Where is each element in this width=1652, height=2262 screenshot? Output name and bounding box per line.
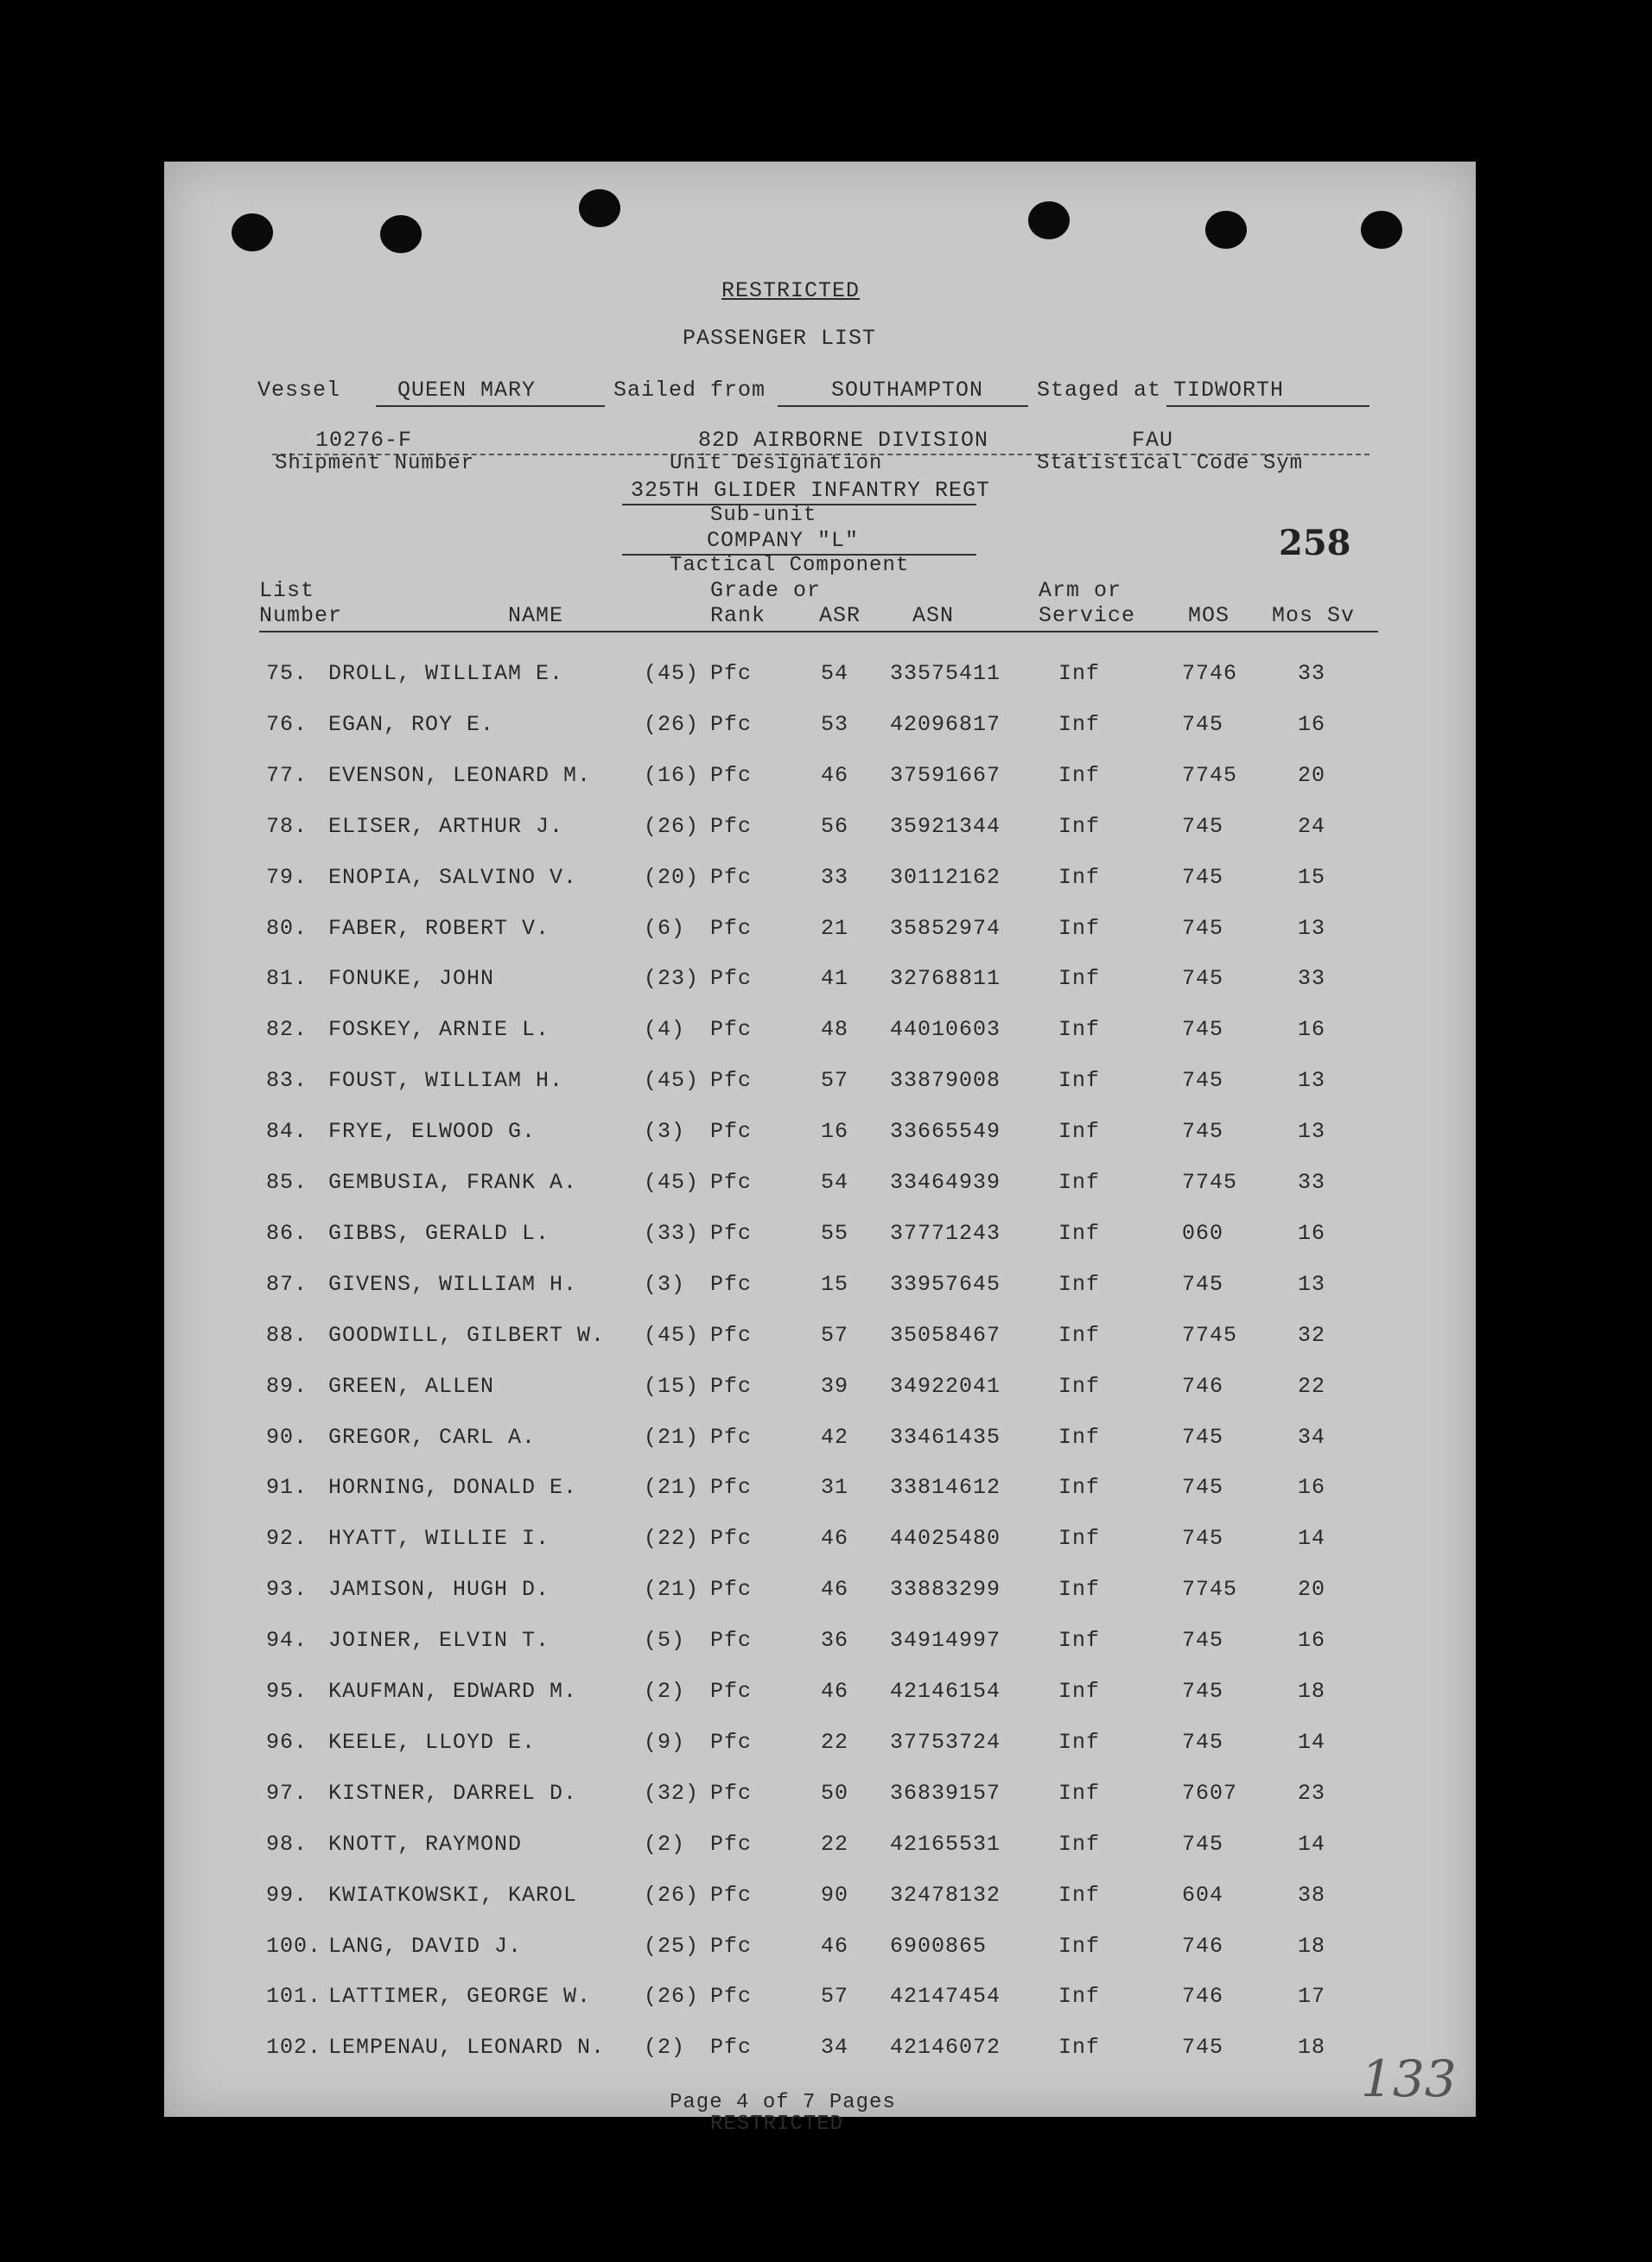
mos-cell: 745: [1182, 1526, 1224, 1552]
col-name: NAME: [508, 603, 564, 628]
list-number-cell: 98.: [266, 1831, 308, 1857]
service-months-cell: 23: [1298, 1780, 1326, 1806]
rank-cell: Pfc: [710, 864, 753, 890]
asr-cell: 50: [821, 1780, 849, 1806]
mos-cell: 745: [1182, 813, 1224, 839]
asn-cell: 42165531: [890, 1831, 1001, 1857]
mos-cell: 745: [1182, 2035, 1224, 2061]
rank-cell: Pfc: [710, 1577, 753, 1603]
mos-cell: 745: [1182, 1729, 1224, 1755]
subunit-value: 325TH GLIDER INFANTRY REGT: [631, 478, 991, 503]
asr-cell: 90: [821, 1882, 849, 1908]
asn-cell: 33879008: [890, 1068, 1001, 1094]
list-number-cell: 87.: [266, 1271, 308, 1297]
list-number-cell: 76.: [266, 711, 308, 737]
list-number-cell: 100.: [266, 1933, 322, 1959]
arm-cell: Inf: [1058, 1780, 1101, 1806]
name-cell: JAMISON, HUGH D.: [328, 1577, 550, 1603]
component-value: COMPANY "L": [707, 528, 860, 553]
asr-cell: 42: [821, 1424, 849, 1450]
col-asr: ASR: [819, 603, 861, 628]
name-cell: KISTNER, DARREL D.: [328, 1780, 578, 1806]
asn-cell: 33665549: [890, 1119, 1001, 1145]
punch-hole: [579, 189, 620, 227]
mos-cell: 7746: [1182, 661, 1238, 686]
service-months-cell: 16: [1298, 1017, 1326, 1043]
service-months-cell: 38: [1298, 1882, 1326, 1908]
sailed-underline: [778, 405, 1028, 407]
mos-cell: 745: [1182, 1119, 1224, 1145]
mos-cell: 745: [1182, 711, 1224, 737]
list-number-cell: 102.: [266, 2035, 322, 2061]
classification-bottom: RESTRICTED: [710, 2113, 844, 2136]
service-months-cell: 16: [1298, 1220, 1326, 1246]
list-number-cell: 92.: [266, 1526, 308, 1552]
rank-cell: Pfc: [710, 661, 753, 686]
staged-label: Staged at: [1037, 378, 1162, 403]
service-months-cell: 33: [1298, 966, 1326, 992]
group-cell: (6): [644, 915, 686, 941]
service-months-cell: 16: [1298, 1628, 1326, 1654]
group-cell: (9): [644, 1729, 686, 1755]
arm-cell: Inf: [1058, 1679, 1101, 1704]
arm-cell: Inf: [1058, 1475, 1101, 1501]
classification-top: RESTRICTED: [721, 278, 861, 303]
service-months-cell: 22: [1298, 1373, 1326, 1399]
mos-cell: 060: [1182, 1220, 1224, 1246]
group-cell: (21): [644, 1577, 700, 1603]
group-cell: (33): [644, 1220, 700, 1246]
arm-cell: Inf: [1058, 1373, 1101, 1399]
rank-cell: Pfc: [710, 813, 753, 839]
asr-cell: 22: [821, 1729, 849, 1755]
staged-underline: [1166, 405, 1369, 407]
arm-cell: Inf: [1058, 1068, 1101, 1094]
arm-cell: Inf: [1058, 1831, 1101, 1857]
asr-cell: 48: [821, 1017, 849, 1043]
list-number-cell: 89.: [266, 1373, 308, 1399]
shipment-label: Shipment Number: [275, 452, 475, 475]
asn-cell: 33461435: [890, 1424, 1001, 1450]
mos-cell: 745: [1182, 966, 1224, 992]
asr-cell: 21: [821, 915, 849, 941]
rank-cell: Pfc: [710, 1475, 753, 1501]
mos-cell: 745: [1182, 1271, 1224, 1297]
group-cell: (32): [644, 1780, 700, 1806]
rank-cell: Pfc: [710, 1322, 753, 1348]
mos-cell: 746: [1182, 1373, 1224, 1399]
rank-cell: Pfc: [710, 1984, 753, 2010]
shipment-number: 10276-F: [315, 428, 413, 453]
service-months-cell: 33: [1298, 661, 1326, 686]
service-months-cell: 13: [1298, 1068, 1326, 1094]
service-months-cell: 20: [1298, 1577, 1326, 1603]
arm-cell: Inf: [1058, 915, 1101, 941]
service-months-cell: 18: [1298, 2035, 1326, 2061]
group-cell: (25): [644, 1933, 700, 1959]
asn-cell: 33814612: [890, 1475, 1001, 1501]
asr-cell: 54: [821, 1170, 849, 1195]
rank-cell: Pfc: [710, 762, 753, 788]
service-months-cell: 14: [1298, 1831, 1326, 1857]
list-number-cell: 96.: [266, 1729, 308, 1755]
arm-cell: Inf: [1058, 2035, 1101, 2061]
rank-cell: Pfc: [710, 1119, 753, 1145]
rank-cell: Pfc: [710, 1831, 753, 1857]
arm-cell: Inf: [1058, 711, 1101, 737]
rank-cell: Pfc: [710, 1933, 753, 1959]
asn-cell: 42146154: [890, 1679, 1001, 1704]
asr-cell: 22: [821, 1831, 849, 1857]
rank-cell: Pfc: [710, 1424, 753, 1450]
arm-cell: Inf: [1058, 864, 1101, 890]
asn-cell: 37753724: [890, 1729, 1001, 1755]
group-cell: (45): [644, 661, 700, 686]
group-cell: (3): [644, 1271, 686, 1297]
code-label: Statistical Code Sym: [1037, 452, 1304, 475]
name-cell: LATTIMER, GEORGE W.: [328, 1984, 592, 2010]
mos-cell: 745: [1182, 1628, 1224, 1654]
asr-cell: 46: [821, 1679, 849, 1704]
list-number-cell: 86.: [266, 1220, 308, 1246]
group-cell: (2): [644, 1831, 686, 1857]
punch-hole: [232, 213, 273, 251]
name-cell: HORNING, DONALD E.: [328, 1475, 578, 1501]
asr-cell: 36: [821, 1628, 849, 1654]
service-months-cell: 33: [1298, 1170, 1326, 1195]
rank-cell: Pfc: [710, 711, 753, 737]
mos-cell: 745: [1182, 1424, 1224, 1450]
rank-cell: Pfc: [710, 1373, 753, 1399]
name-cell: DROLL, WILLIAM E.: [328, 661, 564, 686]
list-number-cell: 85.: [266, 1170, 308, 1195]
group-cell: (45): [644, 1068, 700, 1094]
group-cell: (2): [644, 1679, 686, 1704]
name-cell: FRYE, ELWOOD G.: [328, 1119, 537, 1145]
mos-cell: 7745: [1182, 762, 1238, 788]
arm-cell: Inf: [1058, 1271, 1101, 1297]
handwritten-page-number: 133: [1361, 2049, 1457, 2108]
name-cell: GIBBS, GERALD L.: [328, 1220, 550, 1246]
asn-cell: 44010603: [890, 1017, 1001, 1043]
asr-cell: 55: [821, 1220, 849, 1246]
group-cell: (22): [644, 1526, 700, 1552]
service-months-cell: 16: [1298, 1475, 1326, 1501]
mos-cell: 7745: [1182, 1577, 1238, 1603]
name-cell: FABER, ROBERT V.: [328, 915, 550, 941]
sailed-label: Sailed from: [613, 378, 766, 403]
service-months-cell: 18: [1298, 1679, 1326, 1704]
asn-cell: 34922041: [890, 1373, 1001, 1399]
group-cell: (15): [644, 1373, 700, 1399]
unit-designation: 82D AIRBORNE DIVISION: [698, 428, 989, 453]
asn-cell: 37771243: [890, 1220, 1001, 1246]
asr-cell: 31: [821, 1475, 849, 1501]
name-cell: KAUFMAN, EDWARD M.: [328, 1679, 578, 1704]
mos-cell: 604: [1182, 1882, 1224, 1908]
mos-cell: 7607: [1182, 1780, 1238, 1806]
group-cell: (16): [644, 762, 700, 788]
asr-cell: 15: [821, 1271, 849, 1297]
col-mos: MOS: [1188, 603, 1230, 628]
name-cell: KWIATKOWSKI, KAROL: [328, 1882, 578, 1908]
asr-cell: 16: [821, 1119, 849, 1145]
list-number-cell: 75.: [266, 661, 308, 686]
list-number-cell: 97.: [266, 1780, 308, 1806]
service-months-cell: 14: [1298, 1526, 1326, 1552]
unit-label: Unit Designation: [670, 452, 883, 475]
rank-cell: Pfc: [710, 1526, 753, 1552]
asr-cell: 57: [821, 1984, 849, 2010]
name-cell: LANG, DAVID J.: [328, 1933, 523, 1959]
asn-cell: 35852974: [890, 915, 1001, 941]
asr-cell: 46: [821, 762, 849, 788]
name-cell: EVENSON, LEONARD M.: [328, 762, 592, 788]
arm-cell: Inf: [1058, 1984, 1101, 2010]
arm-cell: Inf: [1058, 1933, 1101, 1959]
asr-cell: 56: [821, 813, 849, 839]
rank-cell: Pfc: [710, 1271, 753, 1297]
group-cell: (26): [644, 711, 700, 737]
asn-cell: 35921344: [890, 813, 1001, 839]
list-number-cell: 93.: [266, 1577, 308, 1603]
list-number-cell: 78.: [266, 813, 308, 839]
name-cell: GREEN, ALLEN: [328, 1373, 495, 1399]
service-months-cell: 32: [1298, 1322, 1326, 1348]
arm-cell: Inf: [1058, 1170, 1101, 1195]
service-months-cell: 20: [1298, 762, 1326, 788]
rank-cell: Pfc: [710, 1220, 753, 1246]
rank-cell: Pfc: [710, 1882, 753, 1908]
group-cell: (26): [644, 813, 700, 839]
list-number-cell: 90.: [266, 1424, 308, 1450]
rank-cell: Pfc: [710, 1068, 753, 1094]
mos-cell: 745: [1182, 1831, 1224, 1857]
list-number-cell: 94.: [266, 1628, 308, 1654]
service-months-cell: 17: [1298, 1984, 1326, 2010]
asn-cell: 6900865: [890, 1933, 988, 1959]
service-months-cell: 13: [1298, 1119, 1326, 1145]
punch-hole: [1028, 201, 1070, 239]
asr-cell: 46: [821, 1577, 849, 1603]
asr-cell: 33: [821, 864, 849, 890]
arm-cell: Inf: [1058, 1526, 1101, 1552]
name-cell: GREGOR, CARL A.: [328, 1424, 537, 1450]
arm-cell: Inf: [1058, 1577, 1101, 1603]
asn-cell: 33575411: [890, 661, 1001, 686]
mos-cell: 7745: [1182, 1322, 1238, 1348]
mos-cell: 746: [1182, 1933, 1224, 1959]
asn-cell: 30112162: [890, 864, 1001, 890]
col-arm: Arm or Service: [1039, 578, 1136, 628]
asr-cell: 57: [821, 1322, 849, 1348]
mos-cell: 745: [1182, 864, 1224, 890]
asn-cell: 42147454: [890, 1984, 1001, 2010]
arm-cell: Inf: [1058, 966, 1101, 992]
asr-cell: 53: [821, 711, 849, 737]
vessel-label: Vessel: [257, 378, 341, 403]
punch-hole: [1205, 211, 1247, 249]
asn-cell: 34914997: [890, 1628, 1001, 1654]
list-number-cell: 83.: [266, 1068, 308, 1094]
subunit-label: Sub-unit: [710, 504, 817, 527]
rank-cell: Pfc: [710, 1170, 753, 1195]
col-list-number: List Number: [259, 578, 343, 628]
name-cell: ELISER, ARTHUR J.: [328, 813, 564, 839]
asn-cell: 42146072: [890, 2035, 1001, 2061]
rank-cell: Pfc: [710, 2035, 753, 2061]
col-asn: ASN: [912, 603, 955, 628]
list-number-cell: 99.: [266, 1882, 308, 1908]
asr-cell: 46: [821, 1933, 849, 1959]
group-cell: (23): [644, 966, 700, 992]
col-grade: Grade or Rank: [710, 578, 822, 628]
group-cell: (45): [644, 1322, 700, 1348]
document-sheet: [164, 162, 1476, 2136]
list-number-cell: 101.: [266, 1984, 322, 2010]
rank-cell: Pfc: [710, 1780, 753, 1806]
arm-cell: Inf: [1058, 1119, 1101, 1145]
asn-cell: 32478132: [890, 1882, 1001, 1908]
group-cell: (26): [644, 1984, 700, 2010]
stamp-number: 258: [1279, 523, 1351, 563]
arm-cell: Inf: [1058, 1322, 1101, 1348]
list-number-cell: 81.: [266, 966, 308, 992]
list-number-cell: 95.: [266, 1679, 308, 1704]
list-number-cell: 82.: [266, 1017, 308, 1043]
asn-cell: 44025480: [890, 1526, 1001, 1552]
rank-cell: Pfc: [710, 1017, 753, 1043]
asn-cell: 36839157: [890, 1780, 1001, 1806]
arm-cell: Inf: [1058, 1628, 1101, 1654]
asr-cell: 41: [821, 966, 849, 992]
document-title: PASSENGER LIST: [683, 326, 877, 351]
asr-cell: 39: [821, 1373, 849, 1399]
service-months-cell: 18: [1298, 1933, 1326, 1959]
group-cell: (2): [644, 2035, 686, 2061]
mos-cell: 7745: [1182, 1170, 1238, 1195]
name-cell: JOINER, ELVIN T.: [328, 1628, 550, 1654]
mos-cell: 745: [1182, 915, 1224, 941]
component-label: Tactical Component: [670, 554, 910, 577]
asr-cell: 46: [821, 1526, 849, 1552]
name-cell: ENOPIA, SALVINO V.: [328, 864, 578, 890]
name-cell: GOODWILL, GILBERT W.: [328, 1322, 606, 1348]
name-cell: FONUKE, JOHN: [328, 966, 495, 992]
punch-hole: [380, 215, 422, 253]
rank-cell: Pfc: [710, 1679, 753, 1704]
asr-cell: 54: [821, 661, 849, 686]
staged-value: TIDWORTH: [1173, 378, 1285, 403]
asn-cell: 32768811: [890, 966, 1001, 992]
name-cell: FOSKEY, ARNIE L.: [328, 1017, 550, 1043]
vessel-value: QUEEN MARY: [397, 378, 537, 403]
arm-cell: Inf: [1058, 1729, 1101, 1755]
list-number-cell: 91.: [266, 1475, 308, 1501]
sailed-value: SOUTHAMPTON: [831, 378, 984, 403]
asn-cell: 42096817: [890, 711, 1001, 737]
name-cell: FOUST, WILLIAM H.: [328, 1068, 564, 1094]
name-cell: GIVENS, WILLIAM H.: [328, 1271, 578, 1297]
list-number-cell: 79.: [266, 864, 308, 890]
mos-cell: 745: [1182, 1475, 1224, 1501]
punch-hole: [1361, 211, 1402, 249]
code-value: FAU: [1132, 428, 1174, 453]
group-cell: (5): [644, 1628, 686, 1654]
rank-cell: Pfc: [710, 966, 753, 992]
name-cell: KNOTT, RAYMOND: [328, 1831, 523, 1857]
page-indicator: Page 4 of 7 Pages: [670, 2091, 896, 2114]
col-mos-sv: Mos Sv: [1272, 603, 1356, 628]
column-header-rule: [259, 631, 1378, 632]
asr-cell: 57: [821, 1068, 849, 1094]
asn-cell: 35058467: [890, 1322, 1001, 1348]
name-cell: HYATT, WILLIE I.: [328, 1526, 550, 1552]
service-months-cell: 13: [1298, 915, 1326, 941]
arm-cell: Inf: [1058, 1882, 1101, 1908]
group-cell: (3): [644, 1119, 686, 1145]
service-months-cell: 16: [1298, 711, 1326, 737]
mos-cell: 746: [1182, 1984, 1224, 2010]
name-cell: LEMPENAU, LEONARD N.: [328, 2035, 606, 2061]
list-number-cell: 84.: [266, 1119, 308, 1145]
list-number-cell: 80.: [266, 915, 308, 941]
arm-cell: Inf: [1058, 1017, 1101, 1043]
mos-cell: 745: [1182, 1679, 1224, 1704]
service-months-cell: 34: [1298, 1424, 1326, 1450]
list-number-cell: 77.: [266, 762, 308, 788]
arm-cell: Inf: [1058, 1424, 1101, 1450]
mos-cell: 745: [1182, 1017, 1224, 1043]
name-cell: EGAN, ROY E.: [328, 711, 495, 737]
rank-cell: Pfc: [710, 1628, 753, 1654]
arm-cell: Inf: [1058, 661, 1101, 686]
asn-cell: 33957645: [890, 1271, 1001, 1297]
vessel-underline: [376, 405, 605, 407]
service-months-cell: 13: [1298, 1271, 1326, 1297]
group-cell: (20): [644, 864, 700, 890]
asn-cell: 33883299: [890, 1577, 1001, 1603]
rank-cell: Pfc: [710, 915, 753, 941]
service-months-cell: 14: [1298, 1729, 1326, 1755]
group-cell: (21): [644, 1475, 700, 1501]
group-cell: (26): [644, 1882, 700, 1908]
list-number-cell: 88.: [266, 1322, 308, 1348]
asr-cell: 34: [821, 2035, 849, 2061]
rank-cell: Pfc: [710, 1729, 753, 1755]
group-cell: (4): [644, 1017, 686, 1043]
name-cell: KEELE, LLOYD E.: [328, 1729, 537, 1755]
service-months-cell: 15: [1298, 864, 1326, 890]
arm-cell: Inf: [1058, 762, 1101, 788]
asn-cell: 37591667: [890, 762, 1001, 788]
asn-cell: 33464939: [890, 1170, 1001, 1195]
mos-cell: 745: [1182, 1068, 1224, 1094]
name-cell: GEMBUSIA, FRANK A.: [328, 1170, 578, 1195]
arm-cell: Inf: [1058, 813, 1101, 839]
group-cell: (45): [644, 1170, 700, 1195]
arm-cell: Inf: [1058, 1220, 1101, 1246]
group-cell: (21): [644, 1424, 700, 1450]
service-months-cell: 24: [1298, 813, 1326, 839]
